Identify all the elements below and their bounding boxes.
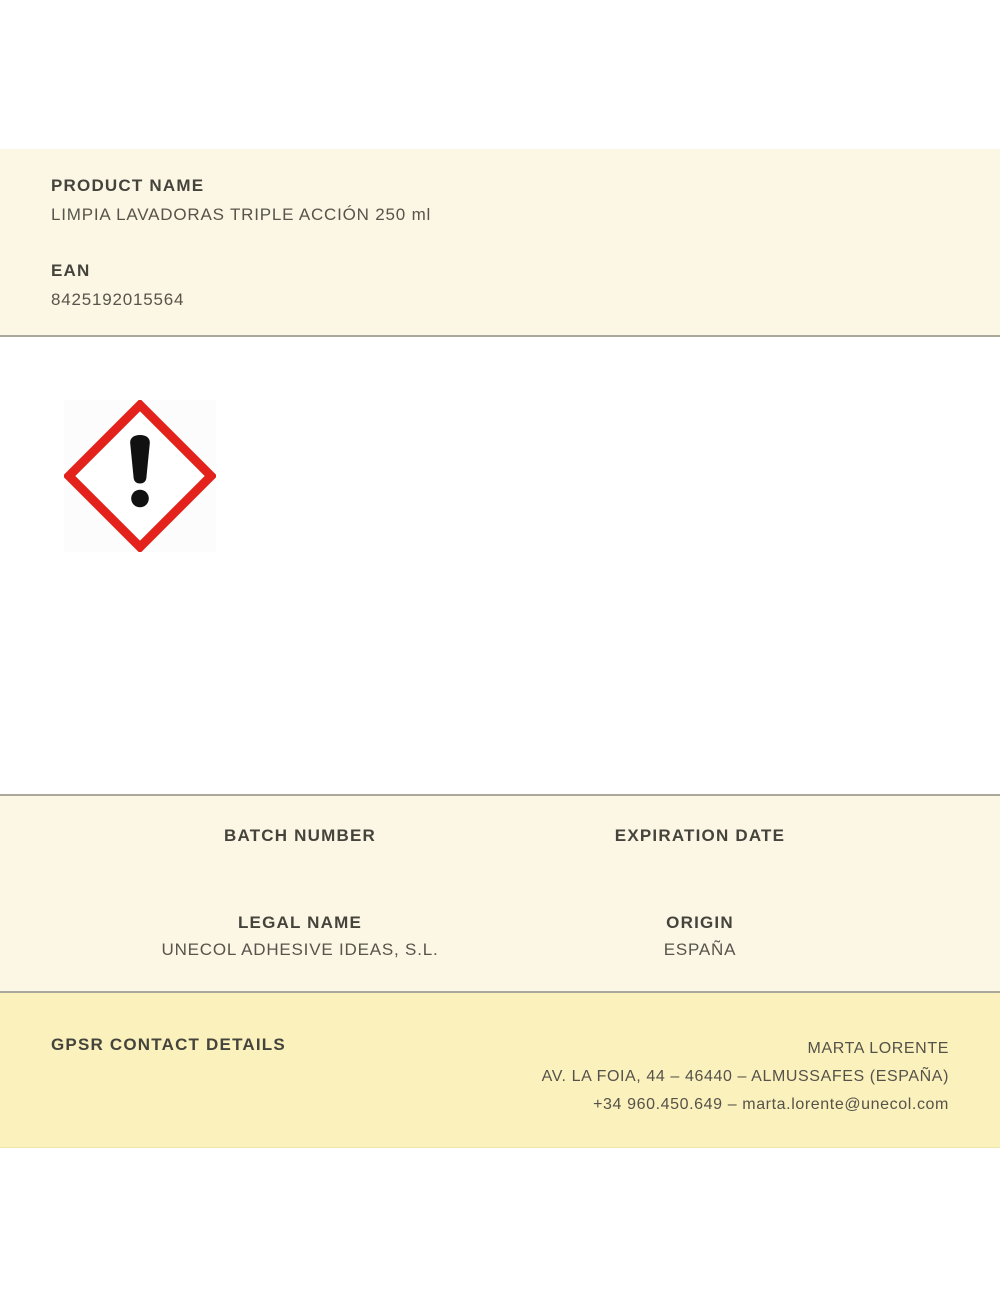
gpsr-contact-section [0,993,1000,1148]
gpsr-contact-address: AV. LA FOIA, 44 – 46440 – ALMUSSAFES (ESPAÑA) [541,1068,949,1085]
legal-name-label: LEGAL NAME [237,913,363,932]
ean-label: EAN [51,261,91,280]
gpsr-contact-phone-email: +34 960.450.649 – marta.lorente@unecol.com [593,1096,949,1113]
product-name-value: LIMPIA LAVADORAS TRIPLE ACCIÓN 250 ml [51,205,432,224]
product-info-section [0,149,1000,337]
gpsr-contact-name: MARTA LORENTE [807,1040,949,1057]
batch-legal-section [0,794,1000,993]
ghs-pictogram-tile [64,400,216,552]
ghs-exclamation-icon [64,539,216,556]
expiration-date-label: EXPIRATION DATE [614,826,786,845]
origin-label: ORIGIN [666,913,734,932]
batch-number-label: BATCH NUMBER [224,826,376,845]
gpsr-contact-label: GPSR CONTACT DETAILS [51,1035,286,1054]
origin-value: ESPAÑA [663,940,737,959]
legal-origin-row [100,913,900,960]
ean-value: 8425192015564 [51,290,185,309]
legal-name-value: UNECOL ADHESIVE IDEAS, S.L. [161,940,439,959]
product-name-label: PRODUCT NAME [51,176,205,195]
batch-header-row [100,826,900,846]
legal-name-cell [100,913,500,960]
origin-cell [500,913,900,960]
gpsr-contact-block [542,1035,949,1119]
